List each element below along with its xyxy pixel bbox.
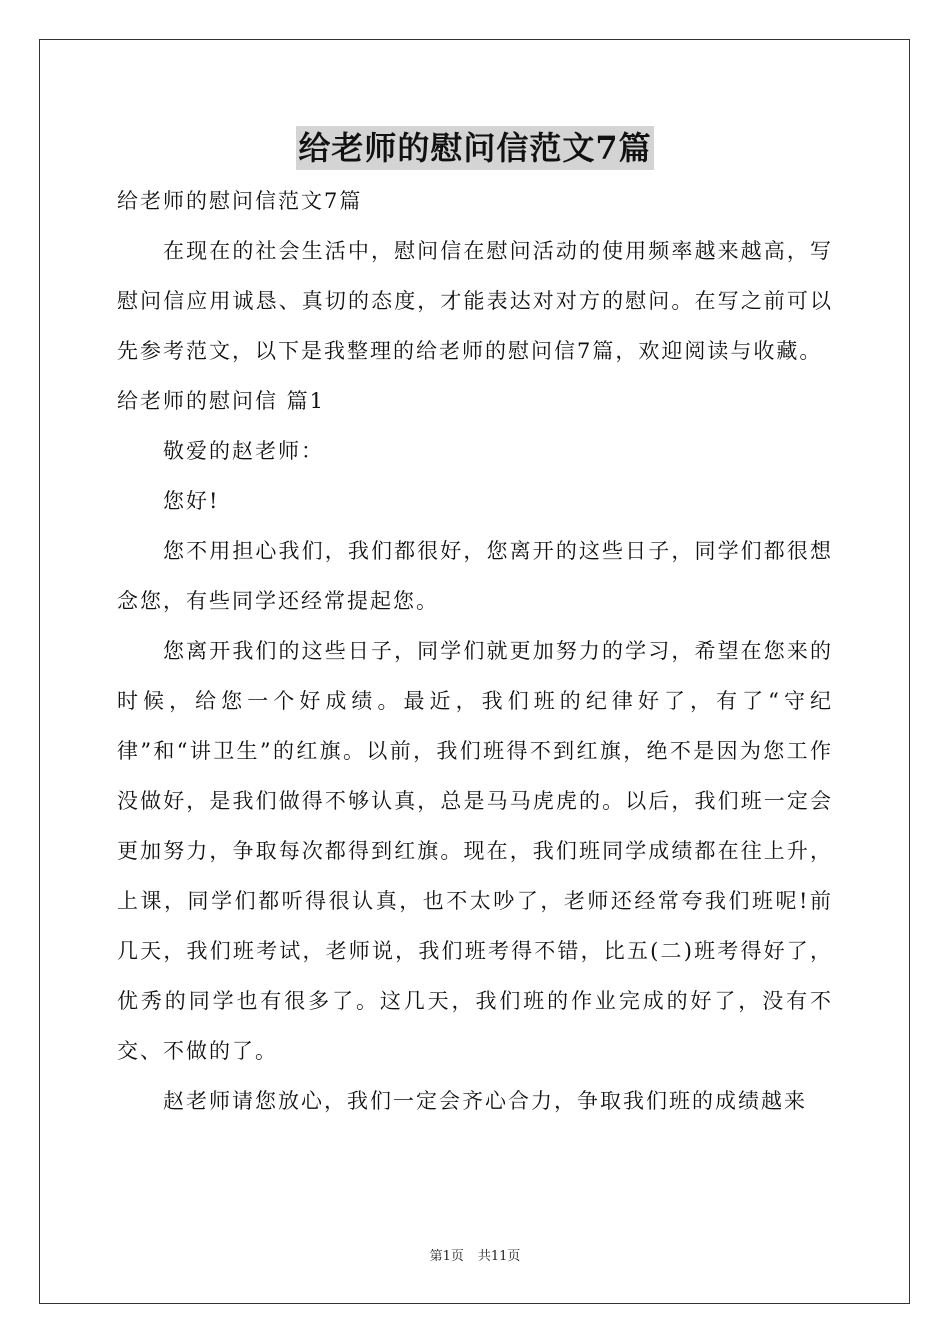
page-number: 第1页 [429,1249,464,1264]
body-paragraph: 您离开我们的这些日子，同学们就更加努力的学习，希望在您来的时候，给您一个好成绩。最近，我们班的纪律好了，有了“守纪律”和“讲卫生”的红旗。以前，我们班得不到红旗，绝不是因为您工作没做好，是我们做得不够认真，总是马马虎虎的。以后，我们班一定会更加努力，争取每次都得到红旗。现在，我们班同学成绩都在往上升，上课，同学们都听得很认真，也不太吵了，老师还经常夸我们班呢!前几天，我们班考试，老师说，我们班考得不错，比五(二)班考得好了，优秀的同学也有很多了。这几天，我们班的作业完成的好了，没有不交、不做的了。 [117,639,833,1063]
document-body [117,176,833,1126]
subtitle-line: 给老师的慰问信范文7篇 [117,189,363,213]
body-paragraph: 赵老师请您放心，我们一定会齐心合力，争取我们班的成绩越来 [163,1089,807,1113]
salutation: 敬爱的赵老师： [163,439,324,463]
body-paragraph: 您不用担心我们，我们都很好，您离开的这些日子，同学们都很想念您，有些同学还经常提起您。 [117,539,833,613]
page-total: 共11页 [477,1249,521,1264]
title-container [0,126,950,170]
greeting: 您好! [163,489,220,513]
intro-paragraph: 在现在的社会生活中，慰问信在慰问活动的使用频率越来越高，写慰问信应用诚恳、真切的态度，才能表达对对方的慰问。在写之前可以先参考范文，以下是我整理的给老师的慰问信7篇，欢迎阅读与收藏。 [117,239,833,363]
page-footer [0,1248,950,1266]
section-heading: 给老师的慰问信 篇1 [117,389,326,413]
document-title: 给老师的慰问信范文7篇 [296,126,653,170]
